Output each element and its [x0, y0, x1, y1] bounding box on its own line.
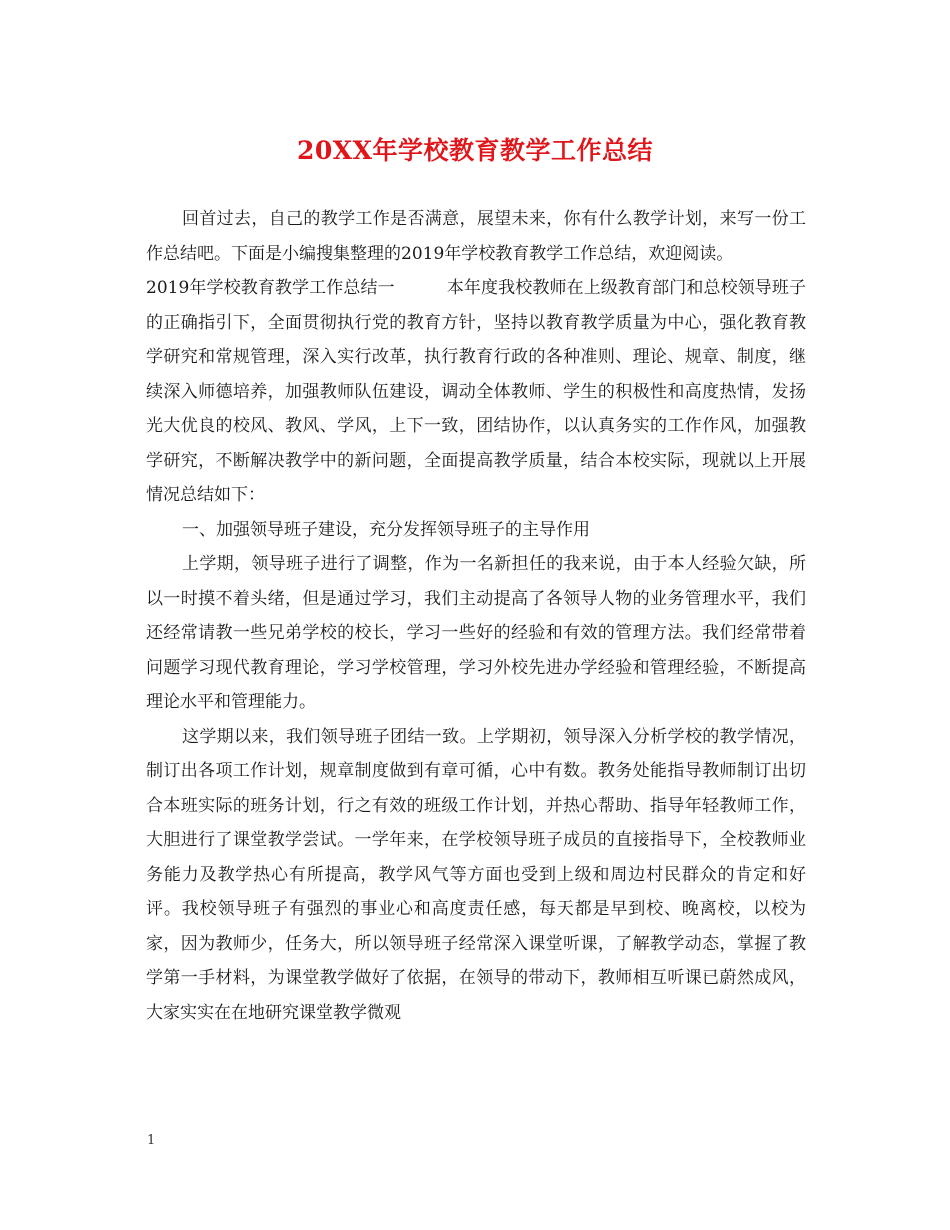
section-heading-1: 一、加强领导班子建设，充分发挥领导班子的主导作用	[182, 519, 590, 540]
document-body	[146, 202, 806, 1030]
body-paragraph-1: 上学期，领导班子进行了调整，作为一名新担任的我来说，由于本人经验欠缺，所以一时摸不着头绪，但是通过学习，我们主动提高了各领导人物的业务管理水平，我们还经常请教一些兄弟学校的校长，学习一些好的经验和有效的管理方法。我们经常带着问题学习现代教育理论，学习学校管理，学习外校先进办学经验和管理经验，不断提高理论水平和管理能力。	[146, 554, 806, 712]
document-title: 20XX年学校教育教学工作总结	[296, 136, 654, 165]
section-paragraph	[146, 271, 806, 513]
page-number: 1	[147, 1133, 156, 1148]
section-label: 2019年学校教育教学工作总结一	[146, 278, 395, 298]
section-text: 本年度我校教师在上级教育部门和总校领导班子的正确指引下，全面贯彻执行党的教育方针，坚持以教育教学质量为中心，强化教育教学研究和常规管理，深入实行改革，执行教育行政的各种准则、理论、规章、制度，继续深入师德培养，加强教师队伍建设，调动全体教师、学生的积极性和高度热情，发扬光大优良的校风、教风、学风，上下一致，团结协作，以认真务实的工作作风，加强教学研究，不断解决教学中的新问题，全面提高教学质量，结合本校实际，现就以上开展情况总结如下：	[146, 278, 807, 505]
intro-paragraph: 回首过去，自己的教学工作是否满意，展望未来，你有什么教学计划，来写一份工作总结吧。下面是小编搜集整理的2019年学校教育教学工作总结，欢迎阅读。	[146, 209, 806, 264]
body-paragraph-2: 这学期以来，我们领导班子团结一致。上学期初，领导深入分析学校的教学情况，制订出各项工作计划，规章制度做到有章可循，心中有数。教务处能指导教师制订出切合本班实际的班务计划，行之有效的班级工作计划，并热心帮助、指导年轻教师工作，大胆进行了课堂教学尝试。一学年来，在学校领导班子成员的直接指导下，全校教师业务能力及教学热心有所提高，教学风气等方面也受到上级和周边村民群众的肯定和好评。我校领导班子有强烈的事业心和高度责任感，每天都是早到校、晚离校，以校为家，因为教师少，任务大，所以领导班子经常深入课堂听课，了解教学动态，掌握了教学第一手材料，为课堂教学做好了依据，在领导的带动下，教师相互听课已蔚然成风，大家实实在在地研究课堂教学微观	[146, 726, 806, 1023]
